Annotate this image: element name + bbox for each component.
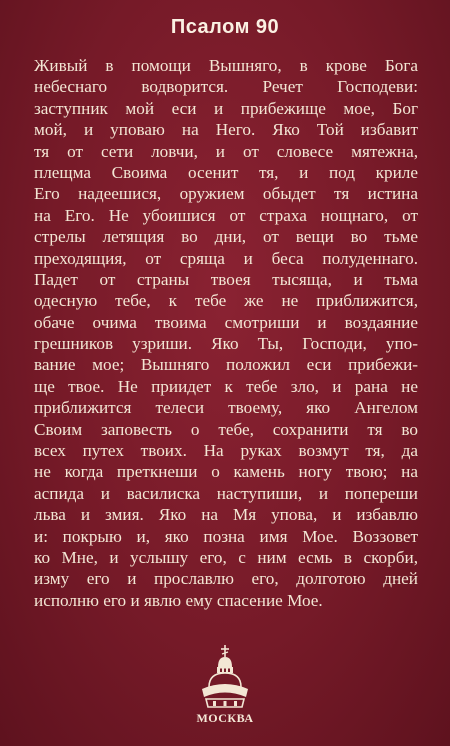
page-title: Псалом 90	[170, 16, 280, 38]
psalm-line: обаче очима твоима смотриши и воздаяние	[34, 312, 418, 332]
psalm-line: приближится телеси твоему, яко Ангелом	[34, 398, 418, 418]
psalm-line: стрелы летящия во дни, от вещи во тьме	[34, 227, 418, 247]
psalm-line: тя от сети ловчи, и от словесе мятежна,	[34, 141, 418, 161]
psalm-line: преходящия, от сряща и беса полуденнаго.	[34, 248, 418, 268]
psalm-line: Живый в помощи Вышняго, в крове Бога	[34, 56, 418, 75]
psalm-line: мой, и уповаю на Него. Яко Той избавит	[34, 120, 418, 140]
psalm-line: льва и змия. Яко на Мя упова, и избавлю	[34, 505, 418, 525]
psalm-line: ко Мне, и услышу его, с ним есмь в скорби,	[34, 547, 418, 567]
psalm-line: всех путех твоих. На руках возмут тя, да	[34, 441, 418, 461]
psalm-text	[34, 55, 418, 611]
psalm-line: и: покрыю и, яко позна имя Мое. Воззовет	[34, 526, 418, 546]
psalm-line: вание мое; Вышняго положил еси прибежи-	[34, 355, 418, 375]
psalm-line: Его надеешися, оружием обыдет тя истина	[34, 184, 418, 204]
publisher-city: МОСКВА	[196, 711, 254, 725]
psalm-line: изму его и прославлю его, долготою дней	[34, 569, 418, 589]
publisher-logo	[196, 643, 254, 709]
psalm-line: Своим заповесть о тебе, сохранити тя во	[34, 419, 418, 439]
psalm-line: ще твое. Не приидет к тебе зло, и рана не	[34, 376, 418, 396]
church-dome-emblem-icon	[196, 643, 254, 709]
psalm-line: плещма Своима осенит тя, и под криле	[34, 162, 418, 182]
psalm-line: не когда преткнеши о камень ногу твою; на	[34, 462, 418, 482]
psalm-line: исполню его и явлю ему спасение Мое.	[34, 590, 323, 610]
psalm-line: Падет от страны твоея тысяща, и тьма	[34, 269, 418, 289]
psalm-line: одесную тебе, к тебе же не приближится,	[34, 291, 418, 311]
psalm-line: аспида и василиска наступиши, и попереши	[34, 483, 418, 503]
psalm-line: на Его. Не убоишися от страха нощнаго, от	[34, 205, 418, 225]
psalm-line: заступник мой еси и прибежище мое, Бог	[34, 98, 418, 118]
psalm-line: небеснаго водворится. Речет Господеви:	[34, 77, 418, 97]
psalm-line: грешников узриши. Яко Ты, Господи, упо-	[34, 334, 418, 354]
